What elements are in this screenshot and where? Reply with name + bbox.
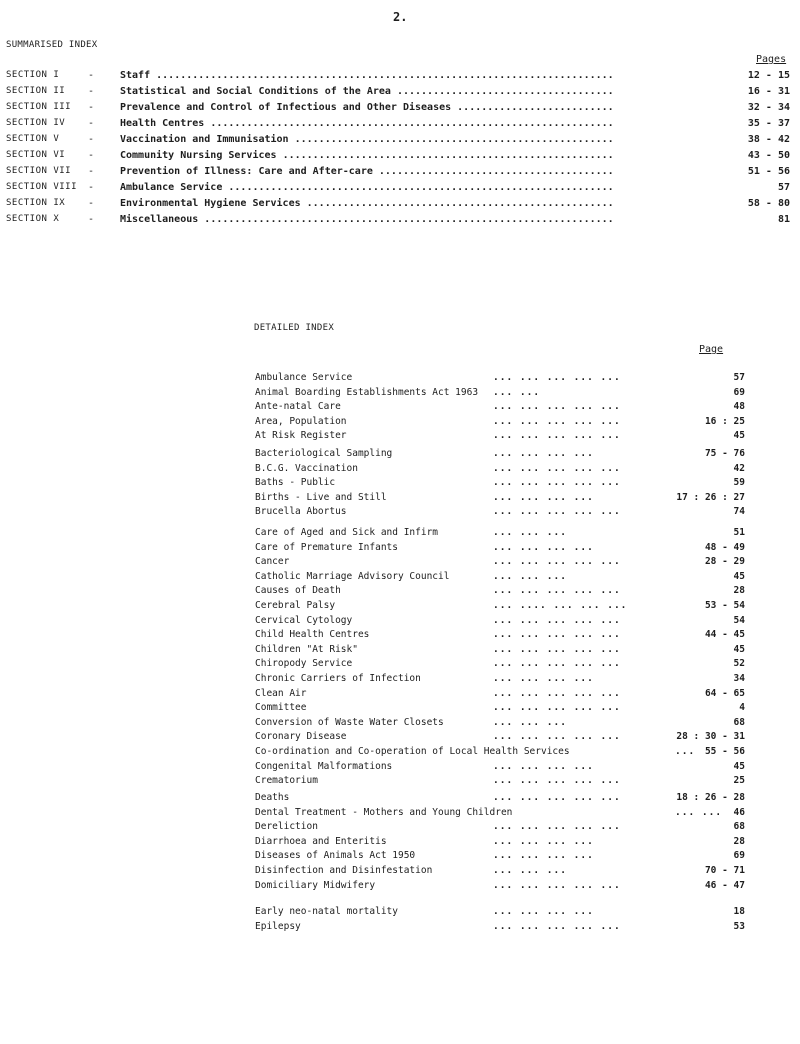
entry-label: Catholic Marriage Advisory Council [255,570,450,582]
section-row [6,118,794,134]
index-entry [255,792,745,807]
section-dash: - [88,166,95,177]
index-entry [255,807,745,822]
entry-label: Diseases of Animals Act 1950 [255,850,416,862]
entry-label: Births - Live and Still [255,491,387,503]
index-entry [255,746,745,761]
entry-page: 44 - 45 [704,629,745,641]
entry-label: Cerebral Palsy [255,600,336,611]
entry-dot-leader: ... [675,746,696,757]
section-label: SECTION VII [6,166,72,176]
entry-dot-leader: ... ... [675,806,723,818]
entry-page: 45 [733,570,745,582]
index-entry [255,644,745,659]
entry-label: Children "At Risk" [255,643,358,655]
entry-label: Coronary Disease [255,731,347,743]
section-dash: - [88,134,95,145]
section-title: Prevention of Illness: Care and After-care ..... [120,166,612,177]
section-pages: 38 - 42 [747,134,790,145]
index-entry [255,836,745,851]
index-entry [255,387,745,402]
entry-dot-leader: ... ... ... [493,865,567,876]
entry-page: 34 [733,673,745,684]
entry-page: 28 [733,835,745,847]
entry-label: B.C.G. Vaccination [255,462,358,474]
entry-label: Disinfection and Disinfestation [255,865,433,876]
entry-dot-leader: ... ... ... ... [493,673,594,684]
section-dash: - [88,182,95,193]
entry-dot-leader: ... ... ... ... [493,491,594,503]
entry-dot-leader: ... ... ... ... ... [493,920,621,932]
entry-dot-leader: ... ... ... ... ... [493,702,621,714]
entry-page: 74 [733,506,745,518]
section-title: Statistical and Social Conditions of the Area ..... [120,86,612,97]
summarised-index-heading: SUMMARISED INDEX [6,40,98,50]
entry-dot-leader: ... ... ... ... ... [493,775,621,787]
entry-dot-leader: ... ... ... ... ... [493,477,621,489]
entry-label: Brucella Abortus [255,506,347,518]
entry-page: 51 [733,527,745,538]
entry-page: 52 [733,658,745,670]
entry-page: 18 [733,906,745,917]
entry-dot-leader: ... ... ... ... ... [493,506,621,518]
entry-label: Care of Premature Infants [255,541,398,553]
section-title: Vaccination and Immunisation ..... [120,134,612,145]
entry-dot-leader: ... ... ... ... ... [493,643,621,655]
section-pages: 58 - 80 [747,198,790,209]
index-entry [255,906,745,921]
index-entry [255,688,745,703]
entry-page: 46 - 47 [704,879,745,891]
entry-page: 69 [733,850,745,862]
entry-page: 48 [733,401,745,413]
entry-page: 28 : 30 - 31 [676,731,745,743]
entry-dot-leader: ... ... ... ... ... [493,462,621,474]
entry-page: 28 [733,585,745,597]
entry-page: 48 - 49 [704,541,745,553]
section-title: Ambulance Service ..... [120,182,612,193]
entry-dot-leader: ... ... ... ... ... [493,821,621,833]
index-entry [255,880,745,895]
entry-dot-leader: ... ... ... ... ... [493,372,621,383]
entry-dot-leader: ... ... ... ... ... [493,401,621,413]
section-pages: 81 [777,214,790,225]
entry-label: Cervical Cytology [255,614,353,626]
index-entry [255,585,745,600]
entry-label: Epilepsy [255,920,301,932]
index-entry [255,571,745,586]
entry-page: 53 - 54 [704,600,745,611]
entry-dot-leader: ... ... ... ... [493,850,594,862]
index-entry [255,865,745,880]
entry-label: Ante-natal Care [255,401,341,413]
entry-dot-leader: ... ... ... ... [493,541,594,553]
entry-label: Co-ordination and Co-operation of Local Health Services [255,746,570,757]
section-dash: - [88,214,95,225]
entry-dot-leader: ... ... ... ... [493,835,594,847]
index-entry [255,556,745,571]
entry-dot-leader: ... ... ... ... ... [493,629,621,641]
page-number: 2. [393,10,408,24]
section-dash: - [88,102,95,113]
section-row [6,198,794,214]
entry-label: Deaths [255,792,290,803]
entry-label: Animal Boarding Establishments Act 1963 [255,386,479,398]
entry-page: 59 [733,477,745,489]
section-pages: 51 - 56 [747,166,790,177]
section-pages: 57 [777,182,790,193]
section-row [6,70,794,86]
entry-page: 64 - 65 [704,687,745,699]
index-entry [255,731,745,746]
section-row [6,134,794,150]
index-entry [255,702,745,717]
entry-label: Child Health Centres [255,629,370,641]
detailed-index-heading: DETAILED INDEX [254,323,335,333]
entry-dot-leader: ... ... ... ... ... [493,415,621,427]
entry-page: 25 [733,775,745,787]
section-label: SECTION III [6,102,72,112]
section-row [6,150,794,166]
entry-page: 75 - 76 [704,448,745,459]
section-row [6,86,794,102]
index-entry [255,542,745,557]
section-pages: 35 - 37 [747,118,790,129]
section-label: SECTION VIII [6,182,78,192]
section-title: Community Nursing Services ..... [120,150,612,161]
entry-page: 70 - 71 [704,865,745,876]
section-label: SECTION V [6,134,60,144]
section-row [6,214,794,230]
section-title: Staff ..... [120,70,612,81]
entry-label: Baths - Public [255,477,336,489]
entry-label: Chronic Carriers of Infection [255,673,421,684]
entry-dot-leader: ... ... ... ... ... [493,614,621,626]
entry-page: 18 : 26 - 28 [676,792,745,803]
entry-label: Dental Treatment - Mothers and Young Children [255,806,513,818]
entry-label: Domiciliary Midwifery [255,879,376,891]
index-entry [255,416,745,431]
index-entry [255,527,745,542]
entry-label: Area, Population [255,415,347,427]
entry-label: Diarrhoea and Enteritis [255,835,387,847]
entry-label: Ambulance Service [255,372,353,383]
entry-label: Cancer [255,556,290,568]
section-dash: - [88,150,95,161]
entry-label: Chiropody Service [255,658,353,670]
entry-dot-leader: ... ... ... ... ... [493,556,621,568]
pages-column-header: Pages [756,54,787,65]
index-entry [255,673,745,688]
section-pages: 32 - 34 [747,102,790,113]
entry-page: 68 [733,821,745,833]
entry-dot-leader: ... ... ... ... ... [493,585,621,597]
entry-dot-leader: ... ... ... ... [493,760,594,772]
index-entry [255,600,745,615]
entry-label: Crematorium [255,775,318,787]
index-entry [255,492,745,507]
index-entry [255,463,745,478]
page-column-header: Page [699,344,724,355]
section-pages: 16 - 31 [747,86,790,97]
index-entry [255,761,745,776]
index-entry [255,401,745,416]
entry-dot-leader: ... ... ... ... ... [493,687,621,699]
entry-dot-leader: ... ... ... ... [493,448,594,459]
entry-page: 69 [733,386,745,398]
entry-label: Conversion of Waste Water Closets [255,716,444,728]
entry-dot-leader: ... ... [493,386,541,398]
entry-page: 57 [733,372,745,383]
section-dash: - [88,198,95,209]
index-entry [255,448,745,463]
entry-dot-leader: ... ... ... ... ... [493,879,621,891]
entry-page: 42 [733,462,745,474]
entry-page: 46 [733,806,745,818]
index-entry [255,658,745,673]
entry-dot-leader: ... ... ... ... ... [493,658,621,670]
entry-dot-leader: ... ... ... [493,716,567,728]
entry-dot-leader: ... ... ... ... [493,906,594,917]
entry-dot-leader: ... ... ... [493,527,567,538]
entry-page: 45 [733,760,745,772]
entry-page: 4 [739,702,745,714]
section-title: Prevalence and Control of Infectious and Other Diseases ..... [120,102,612,113]
index-entry [255,921,745,936]
index-entry [255,615,745,630]
section-label: SECTION IX [6,198,66,208]
section-dash: - [88,86,95,97]
entry-dot-leader: ... ... ... [493,570,567,582]
section-label: SECTION X [6,214,60,224]
entry-label: Congenital Malformations [255,760,393,772]
index-entry [255,717,745,732]
index-entry [255,372,745,387]
index-entry [255,430,745,445]
entry-label: Care of Aged and Sick and Infirm [255,527,439,538]
section-row [6,166,794,182]
entry-label: Dereliction [255,821,318,833]
entry-page: 55 - 56 [704,746,745,757]
entry-page: 45 [733,643,745,655]
entry-label: Committee [255,702,307,714]
section-title: Environmental Hygiene Services ..... [120,198,612,209]
index-entry [255,775,745,790]
entry-page: 16 : 25 [704,415,745,427]
entry-page: 53 [733,920,745,932]
index-entry [255,477,745,492]
entry-dot-leader: ... ... ... ... ... [493,430,621,442]
section-title: Miscellaneous ..... [120,214,612,225]
section-label: SECTION II [6,86,66,96]
entry-label: Bacteriological Sampling [255,448,393,459]
entry-page: 68 [733,716,745,728]
entry-dot-leader: ... .... ... ... ... [493,600,628,611]
entry-label: Clean Air [255,687,307,699]
section-pages: 12 - 15 [747,70,790,81]
entry-label: At Risk Register [255,430,347,442]
entry-page: 17 : 26 : 27 [676,491,745,503]
entry-label: Causes of Death [255,585,341,597]
section-dash: - [88,70,95,81]
section-label: SECTION I [6,70,60,80]
index-entry [255,629,745,644]
section-dash: - [88,118,95,129]
section-label: SECTION IV [6,118,66,128]
section-pages: 43 - 50 [747,150,790,161]
index-entry [255,821,745,836]
entry-dot-leader: ... ... ... ... ... [493,792,621,803]
section-label: SECTION VI [6,150,66,160]
entry-label: Early neo-natal mortality [255,906,398,917]
index-entry [255,506,745,521]
entry-page: 45 [733,430,745,442]
section-title: Health Centres ..... [120,118,612,129]
entry-page: 54 [733,614,745,626]
section-row [6,182,794,198]
index-entry [255,850,745,865]
entry-dot-leader: ... ... ... ... ... [493,731,621,743]
entry-page: 28 - 29 [704,556,745,568]
section-row [6,102,794,118]
